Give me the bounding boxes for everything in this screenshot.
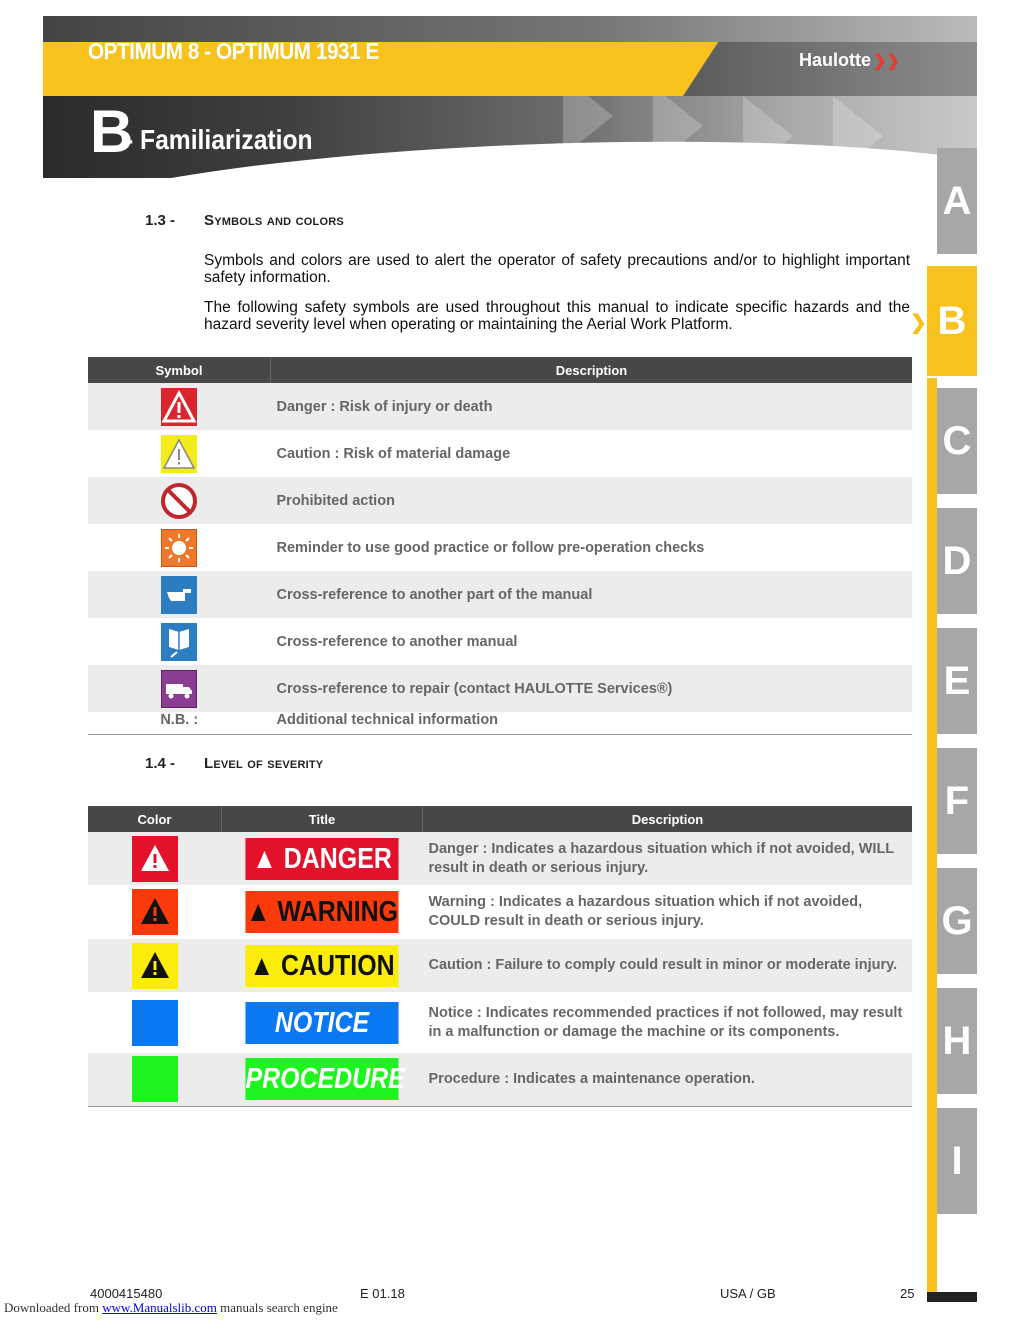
warning-title: WARNING: [277, 896, 399, 928]
row-description: Reminder to use good practice or follow pre-operation checks: [276, 539, 705, 556]
procedure-label: PROCEDURE: [245, 1058, 398, 1100]
page-header: [43, 16, 977, 178]
document-number: 4000415480: [90, 1286, 163, 1301]
nb-label: N.B. :: [160, 712, 199, 728]
table-row: [88, 383, 912, 430]
row-description: Additional technical information: [276, 712, 499, 728]
row-description: Caution : Failure to comply could result in minor or moderate injury.: [423, 939, 913, 992]
service-truck-icon: [161, 670, 197, 708]
pointing-hand-icon: [161, 576, 197, 614]
column-header: Symbol: [88, 357, 271, 383]
download-suffix: manuals search engine: [216, 1300, 338, 1315]
warning-color-swatch: [132, 889, 178, 935]
column-header: Description: [423, 806, 913, 832]
model-title: OPTIMUM 8 - OPTIMUM 1931 E: [88, 38, 379, 64]
section-number: 1.4 -: [145, 755, 176, 772]
tab-i[interactable]: I: [937, 1108, 977, 1214]
caution-triangle-icon: [161, 435, 197, 473]
table-row: [88, 939, 912, 992]
tab-g[interactable]: G: [937, 868, 977, 974]
tab-h[interactable]: H: [937, 988, 977, 1094]
column-header: Title: [222, 806, 423, 832]
row-description: Cross-reference to repair (contact HAULOTTE Services®): [271, 665, 913, 712]
intro-paragraph-2: The following safety symbols are used throughout this manual to indicate specific hazards and the hazard severity level when operating or maintaining the Aerial Work Platform.: [204, 299, 910, 333]
row-description: Procedure : Indicates a maintenance operation.: [423, 1053, 913, 1106]
table-row: [88, 571, 912, 618]
section-heading: Symbols and colors: [204, 212, 344, 229]
tab-a[interactable]: A: [937, 148, 977, 254]
row-description: Prohibited action: [271, 477, 913, 524]
download-prefix: Downloaded from: [4, 1300, 103, 1315]
danger-color-swatch: [132, 836, 178, 882]
section-heading: Level of severity: [204, 755, 324, 772]
tab-b[interactable]: B: [927, 266, 977, 376]
table-row: [88, 1053, 912, 1106]
table-row: [88, 665, 912, 712]
row-description: Cross-reference to another part of the manual: [271, 571, 913, 618]
manualslib-link[interactable]: www.Manualslib.com: [102, 1300, 217, 1315]
book-icon: [161, 623, 197, 661]
chevron-logo-icon: ❯❯: [873, 53, 900, 70]
severity-table: [88, 806, 912, 1107]
table-row: [88, 832, 912, 885]
table-row: [88, 712, 912, 735]
row-description: Caution : Risk of material damage: [276, 445, 511, 462]
region: USA / GB: [720, 1286, 776, 1301]
section-title: - Familiarization: [125, 124, 313, 155]
table-row: [88, 477, 912, 524]
caution-color-swatch: [132, 943, 178, 989]
column-header: Color: [88, 806, 222, 832]
table-row: [88, 618, 912, 665]
danger-triangle-icon: [161, 388, 197, 426]
procedure-color-swatch: [132, 1056, 178, 1102]
intro-paragraph: Symbols and colors are used to alert the operator of safety precautions and/or to highlight important safety information.: [204, 252, 910, 286]
section-letter: B: [90, 98, 134, 165]
warning-label: ▲ WARNING: [245, 891, 398, 933]
page-number: 25: [900, 1286, 915, 1301]
row-description: Warning : Indicates a hazardous situation which if not avoided, COULD result in death or serious injury.: [428, 894, 863, 929]
brand-logo: [799, 50, 900, 71]
tab-f[interactable]: F: [937, 748, 977, 854]
table-row: [88, 992, 912, 1053]
section-number: 1.3 -: [145, 212, 176, 229]
column-header: Description: [271, 357, 913, 383]
table-row: [88, 885, 912, 939]
row-description: Notice : Indicates recommended practices if not followed, may result in a malfunction or damage the machine or its components.: [428, 1004, 903, 1040]
caution-label: ▲ CAUTION: [245, 945, 398, 987]
danger-title: DANGER: [283, 842, 392, 875]
download-note: [4, 1300, 338, 1316]
edition: E 01.18: [360, 1286, 405, 1301]
row-description: Danger : Risk of injury or death: [271, 383, 913, 430]
notice-label: NOTICE: [245, 1002, 398, 1044]
tab-e[interactable]: E: [937, 628, 977, 734]
active-tab-arrow-icon: ❯: [910, 312, 927, 334]
prohibited-icon: [161, 482, 197, 520]
tab-c[interactable]: C: [937, 388, 977, 494]
table-row: [88, 524, 912, 571]
brand-name: Haulotte: [799, 50, 871, 70]
row-description: Cross-reference to another manual: [276, 633, 518, 650]
notice-color-swatch: [132, 1000, 178, 1046]
table-row: [88, 430, 912, 477]
danger-label: ▲ DANGER: [245, 838, 398, 880]
symbols-table: [88, 357, 912, 735]
sun-reminder-icon: [161, 529, 197, 567]
tab-d[interactable]: D: [937, 508, 977, 614]
caution-title: CAUTION: [281, 949, 395, 982]
row-description: Danger : Indicates a hazardous situation which if not avoided, WILL result in death or serious injury.: [423, 832, 913, 885]
